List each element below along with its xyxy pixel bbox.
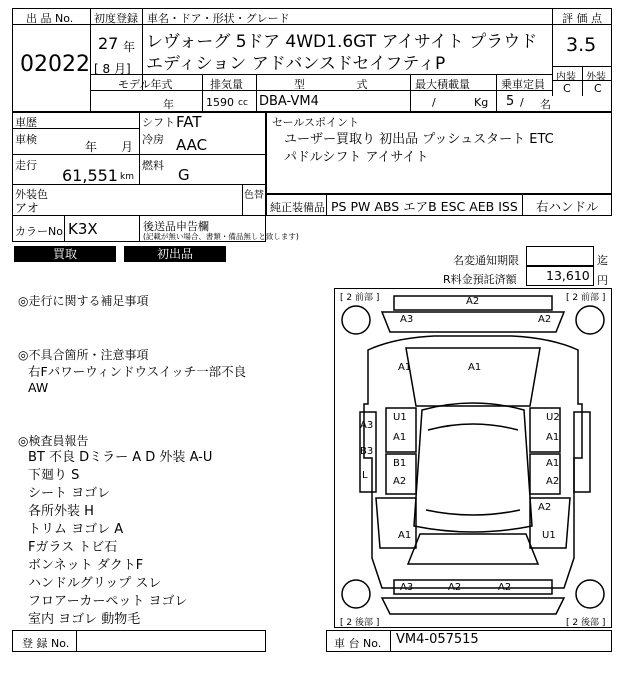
vehicle-line2: エディション アドバンスドセイフティP (146, 54, 446, 74)
mileage-unit: km (120, 172, 134, 182)
max-load-sep: / (432, 96, 436, 109)
mark-fender-left: A1 (398, 362, 412, 373)
mark-hood: A1 (468, 362, 482, 373)
ac-label: 冷房 (142, 133, 164, 146)
mark-rear-bumper-a2b: A2 (498, 582, 512, 593)
inspector-report-label: ◎検査員報告 (18, 434, 89, 448)
mark-rear-bumper-a3: A3 (400, 582, 414, 593)
reg-year-unit: 年 (123, 40, 136, 54)
mark-right-rear-door-a1: A1 (546, 458, 560, 469)
inspection-label: 車検 (15, 133, 37, 146)
mark-left-rear-door-b1: B1 (393, 458, 407, 469)
color-no-value: K3X (68, 220, 98, 238)
rear-window (426, 510, 520, 515)
corner-label-br: [ 2 後部 ] (566, 618, 606, 628)
mark-right-front-door-u2: U2 (546, 412, 560, 423)
reg-no-label: 登 録 No. (22, 637, 70, 650)
car-outline-diagram (334, 288, 612, 628)
sales-point-line2: パドルシフト アイサイト (284, 150, 429, 165)
mark-right-quarter-u1: U1 (542, 530, 556, 541)
model-year-unit: 年 (163, 98, 174, 111)
displacement-value: 1590 (206, 96, 234, 109)
chassis-label: 車 台 No. (334, 637, 382, 650)
capacity-sep: / (520, 96, 524, 109)
color-value: アオ (15, 201, 39, 215)
report-line: 各所外装 H (28, 504, 94, 519)
reg-label: 初度登録 (94, 12, 138, 25)
ac-value: AAC (176, 136, 208, 154)
sales-point-label: セールスポイント (272, 116, 360, 129)
type-label: 型 式 (294, 78, 392, 91)
recycle-label: R料金預託済額 (443, 273, 517, 286)
rear-lower (382, 598, 564, 614)
capacity-label: 乗車定員 (501, 78, 545, 91)
mark-left-rear-door-a2: A2 (393, 476, 407, 487)
corner-label-bl: [ 2 後部 ] (340, 618, 380, 628)
cabin (414, 403, 532, 532)
fuel-value: G (178, 166, 190, 184)
inspection-year: 年 (85, 140, 98, 154)
color-label: 外装色 (15, 188, 48, 201)
trunk (408, 534, 538, 564)
wheel-rear-left (342, 580, 370, 608)
mark-left-quarter: A1 (398, 530, 412, 541)
report-line: 下廻り S (28, 468, 80, 483)
lot-number: 02022 (20, 52, 90, 77)
exterior-grade: C (594, 82, 602, 95)
report-line: 室内 ヨゴレ 動物毛 (28, 612, 141, 627)
mark-front-lower-left: A3 (400, 314, 414, 325)
mark-right-quarter-a2: A2 (538, 502, 552, 513)
buyback-tag: 買取 (14, 246, 116, 262)
capacity-value: 5 (506, 94, 515, 109)
displacement-unit: cc (238, 98, 248, 108)
sales-point-line1: ユーザー買取り 初出品 プッシュスタート ETC (284, 132, 554, 147)
reg-month: [ 8 月] (94, 62, 131, 76)
mileage-label: 走行 (15, 159, 37, 172)
rear-bumper (394, 580, 552, 594)
driving-remarks-label: ◎走行に関する補足事項 (18, 294, 149, 308)
chassis-number: VM4-057515 (396, 632, 479, 647)
shift-value: FAT (176, 113, 202, 131)
defect-line2: AW (28, 380, 49, 395)
report-line: Fガラス トビ石 (28, 540, 118, 555)
recycle-amount: 13,610 (546, 268, 590, 283)
wheel-front-right (576, 306, 604, 334)
displacement-label: 排気量 (210, 78, 243, 91)
mark-rear-bumper-a2a: A2 (448, 582, 462, 593)
mark-front-bumper: A2 (466, 296, 480, 307)
report-line: フロアーカーペット ヨゴレ (28, 594, 188, 609)
corner-label-tr: [ 2 前部 ] (566, 293, 606, 303)
wheel-rear-right (576, 580, 604, 608)
first-listing-tag: 初出品 (124, 246, 226, 262)
interior-label: 内装 (556, 72, 576, 83)
recycle-unit: 円 (597, 274, 608, 287)
interior-grade: C (563, 82, 571, 95)
mark-right-front-door-a1: A1 (546, 432, 560, 443)
inspection-month: 月 (121, 140, 134, 154)
mark-left-front-door-u1: U1 (393, 412, 407, 423)
steering-value: 右ハンドル (536, 199, 599, 214)
color-code-label: 色替 (244, 190, 264, 201)
report-line: ハンドルグリップ スレ (28, 576, 162, 591)
lot-label: 出 品 No. (26, 12, 74, 25)
report-line: トリム ヨゴレ A (28, 522, 124, 537)
mark-left-a3: A3 (360, 420, 374, 431)
exterior-label: 外装 (586, 72, 606, 83)
mark-left-b3: B3 (360, 446, 374, 457)
report-line: ボンネット ダクトF (28, 558, 144, 573)
mark-left-front-door-a1: A1 (393, 432, 407, 443)
shift-label: シフト (142, 116, 175, 129)
mileage-value: 61,551 (62, 166, 118, 185)
report-line: シート ヨゴレ (28, 486, 111, 501)
name-change-suffix: 迄 (597, 254, 608, 267)
vehicle-line1: レヴォーグ 5ドア 4WD1.6GT アイサイト プラウド (146, 32, 538, 52)
max-load-label: 最大積載量 (415, 78, 470, 91)
retrofit-label: 後送品申告欄 (143, 220, 209, 233)
name-change-label: 名変通知期限 (453, 254, 519, 267)
equipment-label: 純正装備品 (270, 201, 325, 214)
defects-label: ◎不具合箇所・注意事項 (18, 348, 149, 362)
mark-left-l: L (362, 470, 368, 481)
score-value: 3.5 (566, 34, 597, 56)
max-load-unit: Kg (474, 96, 489, 109)
mark-front-lower-right: A2 (538, 314, 552, 325)
hood (406, 348, 540, 406)
model-year-label: モデル年式 (118, 78, 173, 91)
type-value: DBA-VM4 (259, 94, 319, 109)
corner-label-tl: [ 2 前部 ] (340, 293, 380, 303)
color-no-label: カラーNo. (15, 225, 67, 238)
equipment-value: PS PW ABS エアB ESC AEB ISS (331, 199, 518, 214)
name-change-box (526, 246, 594, 266)
history-label: 車歴 (15, 116, 37, 129)
fuel-label: 燃料 (142, 159, 164, 172)
defect-line1: 右Fパワーウィンドウスイッチ一部不良 (28, 364, 247, 379)
report-line: BT 不良 Dミラー A D 外装 A-U (28, 450, 213, 465)
mark-right-rear-door-a2: A2 (546, 476, 560, 487)
score-label: 評 価 点 (562, 12, 602, 25)
retrofit-note: (記載が無い場合、書類・備品無しと致します) (143, 232, 299, 241)
windshield (428, 424, 518, 430)
wheel-front-left (342, 306, 370, 334)
capacity-unit: 名 (540, 98, 551, 111)
vehicle-label: 車名・ドア・形状・グレード (147, 12, 290, 25)
reg-year: 27 (98, 34, 119, 53)
